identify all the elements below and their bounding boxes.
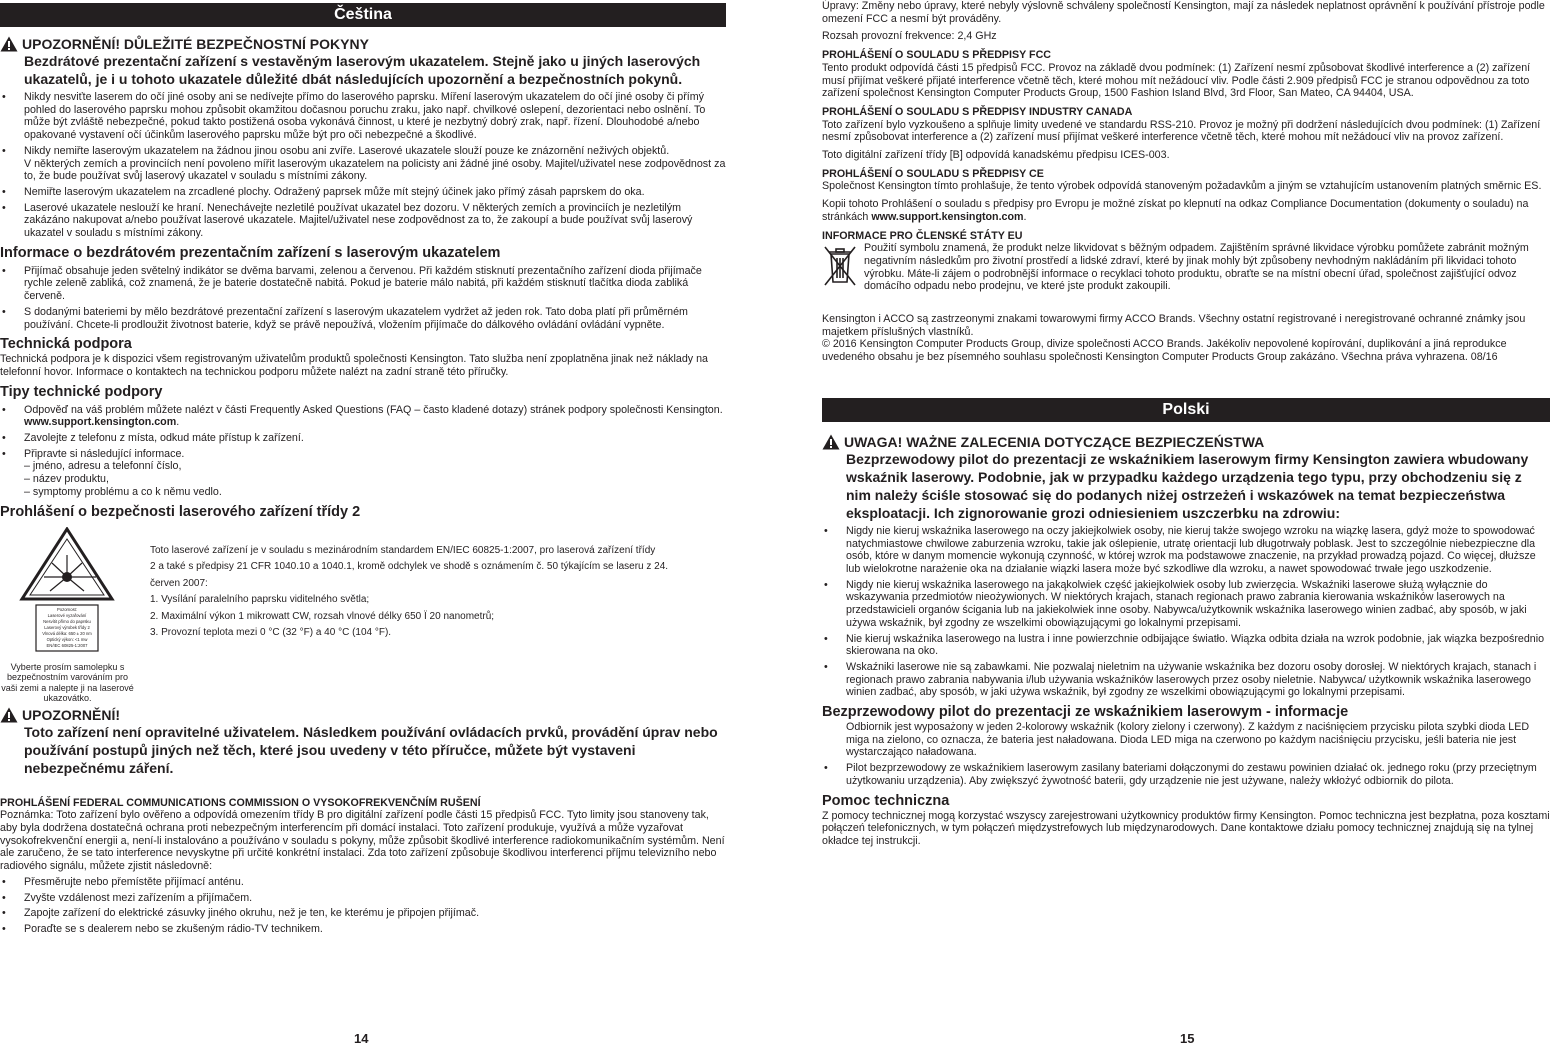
section-heading: PROHLÁŠENÍ FEDERAL COMMUNICATIONS COMMISSION O VYSOKOFREKVENČNÍM RUŠENÍ — [0, 796, 481, 809]
list-item: • Přijímač obsahuje jeden světelný indikátor se dvěma barvami, zelenou a červenou. Při každém stisknutí prezentačního zařízení dioda přijímače rychle zeleně zabliká, což znamená, že je baterie dostatečně nabitá. Pokud je baterie málo nabitá, při každém stisknutí tlačítka dioda zabliká červeně. — [0, 265, 726, 303]
list-item: • Laserové ukazatele neslouží ke hraní. Nenechávejte nezletilé používat ukazatel bez dozoru. V některých zemích a provinciích je nezletilým zakázáno nakupovat a/nebo používat laserové ukazatele. Majitel/uživatel nese zodpovědnost za to, že zakoupí a bude používat svůj laserový ukazatel v souladu s místními zákony. — [0, 202, 726, 240]
paragraph: Z pomocy technicznej mogą korzystać wszyscy zarejestrowani użytkownicy produktów firmy Kensington. Pomoc techniczna jest bezpłatna, poza kosztami połączeń telefonicznych, w tym połączeń międzystrefowych lub międzynarodowych. Dane kontaktowe działu pomocy technicznej znajdują się na tylnej okładce tej instrukcji. — [822, 809, 1550, 847]
paragraph: © 2016 Kensington Computer Products Group, divize společnosti ACCO Brands. Jakékoliv nepovolené kopírování, duplikování a jiná reprodukce uvedeného obsahu je bez písemného souhlasu společnosti Kensington Computer Products Group zakázáno. Všechna práva vyhrazena. 08/16 — [822, 338, 1507, 364]
page-15 — [822, 0, 1550, 848]
section-heading: Tipy technické podpory — [0, 383, 163, 400]
sub-item: – jméno, adresu a telefonní číslo, — [24, 460, 182, 473]
warning-body: Bezprzewodowy pilot do prezentacji ze wskaźnikiem laserowym firmy Kensington zawiera wbudowany wskaźnik laserowy. Podobnie, jak w przypadku każdego urządzenia tego typu, przy obchodzeniu się z nim należy ściśle stosować się do podanych niżej ostrzeżeń i wskazówek na temat bezpieczeństwa eksploatacji. Ich zignorowanie grozi odniesieniem uszczerbku na zdrowiu: — [846, 450, 1529, 521]
warning-triangle-icon — [0, 707, 18, 723]
sub-item: – název produktu, — [24, 473, 109, 486]
paragraph: Tento produkt odpovídá části 15 předpisů FCC. Provoz na základě dvou podmínek: (1) Zařízení nesmí způsobovat škodlivé interference a (2) zařízení musí přijímat veškeré přijaté interference včetně těch, které mohou mít nežádoucí vliv. Podle části 2.909 předpisů FCC je stranou odpovědnou za toto zařízení společnost Kensington Computer Products Group, 1500 Fashion Island Blvd, 3rd Floor, San Mateo, CA 94404, USA. — [822, 61, 1531, 100]
list-item: • Připravte si následující informace. — [0, 448, 726, 461]
list-item: • Nikdy nesviťte laserem do očí jiné osoby ani se nedívejte přímo do laserového paprsku. Míření laserovým ukazatelem do očí jiné osoby či přímý pohled do laserového paprsku mohou způsobit okamžitou dočasnou poruchu zraku, jako např. chvilkové oslepení, dezorientaci nebo oslnění. To může být zvláště nebezpečné, pokud takto postižená osoba vykonává činnost, u které je nezbytný dobrý zrak, např. řízení. Dlouhodobé a/nebo opakované vystavení očí účinkům laserového paprsku může být pro oči nebezpečné a škodlivé. — [0, 91, 726, 142]
paragraph: Toto zařízení bylo vyzkoušeno a splňuje limity uvedené ve standardu RSS-210. Provoz je možný při dodržení následujících dvou podmínek: (1) Zařízení nesmí způsobovat interference a (2) zařízení musí přijímat veškeré interference včetně těch, které mohou mít nežádoucí vliv na provoz zařízení. — [822, 118, 1541, 144]
warning-title: UPOZORNĚNÍ! — [22, 706, 120, 723]
warning-triangle-icon — [0, 36, 18, 52]
support-link[interactable]: www.support.kensington.com — [871, 210, 1024, 223]
laser-statement: Toto laserové zařízení je v souladu s mezinárodním standardem EN/IEC 60825-1:2007, pro laserová zařízení třídy 2 a také s předpisy 21 CFR 1040.10 a 1040.1, kromě odchylek ve shodě s oznámením č. 50 týkajícím se laseru z 24. červen 2007: 1. Vysílání paralelního paprsku viditelného světla; 2. Maximální výkon 1 mikrowatt CW, rozsah vlnové délky 650 Ï 20 nanometrů; 3. Provozní teplota mezi 0 °C (32 °F) a 40 °C (104 °F). — [150, 544, 669, 639]
list-item: • Zapojte zařízení do elektrické zásuvky jiného okruhu, než je ten, ke kterému je připojen přijímač. — [0, 907, 726, 920]
list-item: • Nie kieruj wskaźnika laserowego na lustra i inne powierzchnie odbijające światło. Wiązka odbita działa na wzrok podobnie, jak wiązka bezpośrednio skierowana na oko. — [822, 633, 1550, 658]
section-heading: PROHLÁŠENÍ O SOULADU S PŘEDPISY CE — [822, 167, 1044, 180]
warning-body: Toto zařízení není opravitelné uživatelem. Následkem používání ovládacích prvků, provádění úprav nebo používání postupů jiných než těch, které jsou uvedeny v této příručce, můžete být vystaveni nebezpečnému záření. — [24, 723, 718, 776]
paragraph: Společnost Kensington tímto prohlašuje, že tento výrobek odpovídá stanoveným požadavkům a jiným se vztahujícím ustanovením platných směrnic ES. — [822, 180, 1542, 193]
page-number: 14 — [354, 1031, 369, 1045]
paragraph: Kopii tohoto Prohlášení o souladu s předpisy pro Evropu je možné získat po klepnutí na odkaz Compliance Documentation (dokumenty o souladu) na stránkách www.support.kensington.com. — [822, 198, 1529, 223]
laser-label: Pozornost: Laserové vyzařování Nesvítit přímo do paprsku Laserový výrobek třídy 2 Vlnová délka: 650 ± 20 nm Optický výkon: <1 mw EN/IEC 60825-1:2007 Vyberte prosím samolepku s bezpečnostním varováním pro vaši zemi a nalepte ji na laserové ukazovátko. — [0, 527, 135, 704]
list-item: • Nigdy nie kieruj wskaźnika laserowego na oczy jakiejkolwiek osoby, nie kieruj także swojego wzroku na wiązkę lasera, gdyż może to spowodować natychmiastowe chwilowe zaburzenia wzroku, takie jak oślepienie, utratę orientacji lub długotrwały poblask. Jest to szczególnie niebezpieczne dla osób, które w danym momencie wykonują czynność, w której wzrok ma podstawowe znaczenie, na przykład prowadzą pojazd. Co więcej, dłuższe lub wielokrotne narażenie oka na działanie wiązki lasera może być szkodliwe dla wzroku, a nawet spowodować trwałe jego uszkodzenie. — [822, 525, 1550, 576]
support-link[interactable]: www.support.kensington.com — [24, 416, 177, 429]
paragraph: Použití symbolu znamená, že produkt nelze likvidovat s běžným odpadem. Zajištěním správné likvidace výrobku pomůžete zabránit možným negativním následkům pro životní prostředí a lidské zdraví, které by jinak mohly být způsobeny nevhodným nakládáním při likvidaci tohoto výrobku. Máte-li zájem o podrobnější informace o recyklaci tohoto produktu, obraťte se na místní obecní úřad, společnost zajišťující odvoz domácího odpadu nebo prodejnu, ve které jste produkt zakoupili. — [864, 242, 1529, 293]
service-warning — [0, 707, 726, 777]
list-item: • Zvyšte vzdálenost mezi zařízením a přijímačem. — [0, 892, 726, 905]
section-heading: Technická podpora — [0, 336, 132, 353]
section-heading: PROHLÁŠENÍ O SOULADU S PŘEDPISY FCC — [822, 49, 1052, 62]
list-item: • Nikdy nemiřte laserovým ukazatelem na žádnou jinou osobu ani zvíře. Laserové ukazatele slouží pouze ke znázornění neživých objektů. V některých zemích a provinciích není povoleno mířit laserovým ukazatelem na policisty ani žádné jiné osoby. Majitel/uživatel nese zodpovědnost za to, že bude používat svůj laserový ukazatel v souladu s místními zákony. — [0, 145, 726, 183]
section-heading: Prohlášení o bezpečnosti laserového zařízení třídy 2 — [0, 503, 361, 520]
paragraph: Technická podpora je k dispozici všem registrovaným uživatelům produktů společnosti Kensington. Tato služba není zpoplatněna jinak než náklady na telefonní hovor. Informace o kontaktech na technickou podporu můžete nalézt na zadní straně této příručky. — [0, 353, 708, 378]
warning-title: UWAGA! WAŻNE ZALECENIA DOTYCZĄCE BEZPIECZEŃSTWA — [844, 433, 1265, 450]
safety-warning — [822, 434, 1550, 522]
sub-item: – symptomy problému a co k němu vedlo. — [24, 485, 222, 498]
warning-body: Bezdrátové prezentační zařízení s vestavěným laserovým ukazatelem. Stejně jako u jiných laserových ukazatelů, je i u tohoto ukazatele důležité dbát následujících upozornění a bezpečnostních pokynů. — [24, 53, 701, 87]
section-heading: Bezprzewodowy pilot do prezentacji ze wskaźnikiem laserowym - informacje — [822, 704, 1349, 721]
paragraph: Kensington i ACCO są zastrzeonymi znakami towarowymi firmy ACCO Brands. Všechny ostatní registrované i neregistrované ochranné známky jsou majetkem příslušných vlastníků. — [822, 313, 1526, 338]
section-heading: Pomoc techniczna — [822, 792, 950, 809]
safety-warning — [0, 36, 726, 88]
language-banner-czech: Čeština — [0, 3, 726, 27]
laser-safety-block — [0, 527, 726, 704]
language-banner-polish: Polski — [822, 398, 1550, 422]
list-item: • Pilot bezprzewodowy ze wskaźnikiem laserowym zasilany bateriami dołączonymi do zestawu powinien działać ok. jednego roku (przy przeciętnym użytkowaniu urządzenia). Aby zwiększyć żywotność baterii, gdy urządzenie nie jest używane, należy wkłożyć odbiornik do pilota. — [822, 762, 1550, 787]
page-number: 15 — [1180, 1031, 1195, 1045]
list-item: • Poraďte se s dealerem nebo se zkušeným rádio-TV technikem. — [0, 923, 726, 936]
list-item: • Přesměrujte nebo přemístěte přijímací anténu. — [0, 876, 726, 889]
section-heading: PROHLÁŠENÍ O SOULADU S PŘEDPISY INDUSTRY CANADA — [822, 105, 1133, 118]
list-item: • Nigdy nie kieruj wskaźnika laserowego na jakąkolwiek część jakiejkolwiek osoby lub zwierzęcia. Wskaźniki laserowe służą wyłącznie do wskazywania przedmiotów nieożywionych. W niektórych krajach, stanach regionach prawo zabrania kierowania wskaźników laserowych na przedstawicieli organów ścigania lub na jakiekolwiek inne osoby. Nabywca/użytkownik wskaźnika laserowego winien zadbać, aby sposób, w jaki używa wskaźnik, był zgodny ze wszelkimi obowiązującymi go lokalnymi przepisami. — [822, 579, 1550, 630]
crossed-bin-icon — [822, 244, 858, 288]
list-item: • Wskaźniki laserowe nie są zabawkami. Nie pozwalaj nieletnim na używanie wskaźnika bez dozoru osoby dorosłej. W niektórych krajach, stanach i regionach prawo zabrania nabywania i/lub używania wskaźników laserowych przez osoby nieletnie. Nabywca/ użytkownik wskaźnika laserowego winien zadbać, aby sposób, w jaki używa wskaźnik, był zgodny ze wszelkimi obowiązującymi go lokalnymi przepisami. — [822, 661, 1550, 699]
paragraph: Poznámka: Toto zařízení bylo ověřeno a odpovídá omezením třídy B pro digitální zařízení podle části 15 předpisů FCC. Tyto limity jsou stanoveny tak, aby byla dodržena dostatečná ochrana proti nebezpečným interferencím při domácí instalaci. Toto zařízení produkuje, využívá a může vyzařovat vysokofrekvenční energii a, není-li instalováno a používáno v souladu s pokyny, může způsobit škodlivé interference radiokomunikačním systémům. Není ale zaručeno, že se tato interference nevyskytne při určité konkrétní instalaci. Zda toto zařízení způsobuje škodlivou interferenci příjmu televizního nebo radiového signálu, můžete zjistit následovně: — [0, 809, 725, 873]
warning-triangle-icon — [822, 434, 840, 450]
section-heading: Informace o bezdrátovém prezentačním zařízení s laserovým ukazatelem — [0, 244, 501, 261]
list-item: • Odpověď na váš problém můžete nalézt v části Frequently Asked Questions (FAQ – často kladené dotazy) stránek podpory společnosti Kensington. www.support.kensington.com. — [0, 404, 726, 429]
page-14 — [0, 0, 726, 936]
paragraph: Rozsah provozní frekvence: 2,4 GHz — [822, 30, 997, 43]
paragraph: Toto digitální zařízení třídy [B] odpovídá kanadskému předpisu ICES-003. — [822, 149, 1170, 162]
laser-caption: Vyberte prosím samolepku s bezpečnostním varováním pro vaši zemi a nalepte ji na laserové ukazovátko. — [1, 661, 134, 704]
warning-title: UPOZORNĚNÍ! DŮLEŽITÉ BEZPEČNOSTNÍ POKYNY — [22, 36, 369, 52]
paragraph: Úpravy: Změny nebo úpravy, které nebyly výslovně schváleny společností Kensington, mají za následek neplatnost oprávnění k používání přístroje podle omezení FCC a nesmí být prováděny. — [822, 0, 1545, 25]
paragraph: Odbiornik jest wyposażony w jeden 2-kolorowy wskaźnik (kolory zielony i czerwony). Z każdym z naciśnięciem przycisku pilota szybki dioda LED miga na zielono, co oznacza, że bateria jest naładowana. Dioda LED miga na czerwono po każdym naciśnięciu przycisku, jeśli bateria nie jest wystarczająco naładowana. — [846, 721, 1530, 759]
list-item: • Zavolejte z telefonu z místa, odkud máte přístup k zařízení. — [0, 432, 726, 445]
list-item: • Nemiřte laserovým ukazatelem na zrcadlené plochy. Odražený paprsek může mít stejný účinek jako přímý zásah paprskem do oka. — [0, 186, 726, 199]
list-item: • S dodanými bateriemi by mělo bezdrátové prezentační zařízení s laserovým ukazatelem vydržet až jeden rok. Tato doba platí při průměrném používání. Chcete-li prodloužit životnost baterie, když se právě nepoužívá, vložením přijímače do dálkového ovládání ovládání vypněte. — [0, 306, 726, 331]
section-heading: INFORMACE PRO ČLENSKÉ STÁTY EU — [822, 229, 1023, 242]
